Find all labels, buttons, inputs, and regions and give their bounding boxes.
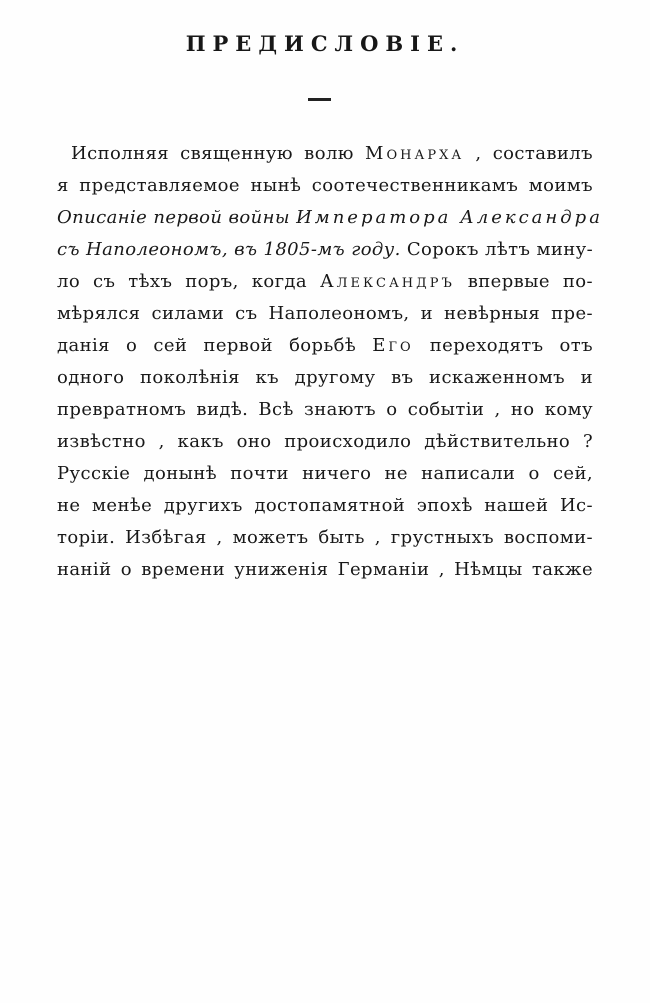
text-line: [57, 458, 593, 490]
text-segment: Исполняя священную волю: [71, 143, 366, 164]
text-line: [57, 330, 593, 362]
text-segment-smallcaps: Монарха: [365, 143, 465, 164]
text-segment-italic-spaced: Императора Александра: [296, 207, 603, 228]
text-line: [57, 522, 593, 554]
text-line: [57, 298, 593, 330]
text-segment: наній о времени униженія Германіи , Нѣмцы также: [57, 559, 593, 580]
page-title: ПРЕДИСЛОВІЕ.: [185, 31, 465, 56]
text-segment: торіи. Избѣгая , можетъ быть , грустныхъ воспоми-: [57, 527, 593, 548]
text-segment-smallcaps: Его: [372, 335, 414, 356]
text-line: [57, 554, 593, 586]
text-line: [57, 426, 593, 458]
text-segment: впервые по-: [454, 271, 593, 292]
text-segment: , составилъ: [464, 143, 593, 164]
preface-text: [57, 138, 603, 586]
text-segment: мѣрялся силами съ Наполеономъ, и невѣрныя пре-: [57, 303, 593, 324]
text-line: [57, 202, 603, 234]
text-segment-italic: Описаніе первой войны: [57, 207, 297, 228]
text-line: [57, 362, 593, 394]
text-line: [57, 266, 593, 298]
text-segment: одного поколѣнія къ другому въ искаженномъ и: [57, 367, 593, 388]
text-segment: я представляемое нынѣ соотечественникамъ моимъ: [57, 175, 593, 196]
text-segment: не менѣе другихъ достопамятной эпохѣ нашей Ис-: [57, 495, 593, 516]
text-segment: извѣстно , какъ оно происходило дѣйствительно ?: [57, 431, 593, 452]
text-segment: данія о сей первой борьбѣ: [57, 335, 373, 356]
text-line: [57, 234, 593, 266]
text-line: [57, 138, 593, 170]
text-line: [57, 170, 593, 202]
section-divider-rule: [308, 98, 331, 101]
text-segment: переходятъ отъ: [413, 335, 593, 356]
text-segment: ло съ тѣхъ поръ, когда: [57, 271, 320, 292]
text-segment: Сорокъ лѣтъ мину-: [406, 239, 594, 260]
text-line: [57, 394, 593, 426]
text-segment: превратномъ видѣ. Всѣ знаютъ о событіи , но кому: [57, 399, 593, 420]
text-segment-smallcaps: Александръ: [319, 271, 455, 292]
text-line: [57, 490, 593, 522]
text-segment: Русскіе донынѣ почти ничего не написали о сей,: [57, 463, 593, 484]
text-segment-italic: съ Наполеономъ, въ 1805-мъ году.: [57, 239, 407, 260]
